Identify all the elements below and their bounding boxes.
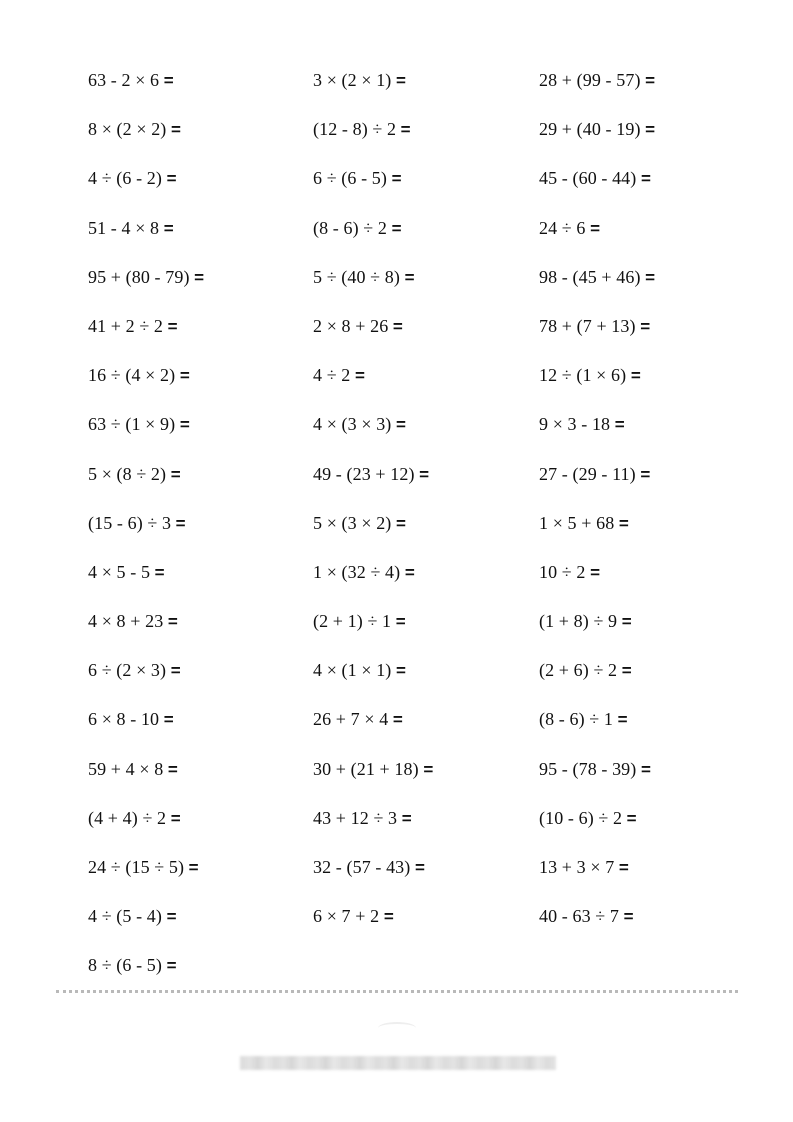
problem-expression: 8 ÷ (6 - 5) xyxy=(88,955,162,976)
equals-sign: = xyxy=(396,661,407,681)
equals-sign: = xyxy=(170,464,181,484)
equals-sign: = xyxy=(179,366,190,386)
math-problem xyxy=(313,410,533,459)
problem-expression: 45 - (60 - 44) xyxy=(539,168,637,189)
math-problem xyxy=(313,607,533,656)
math-problem xyxy=(539,214,759,263)
problem-expression: 4 × 5 - 5 xyxy=(88,561,151,582)
math-problem xyxy=(313,558,533,607)
problem-expression: 4 × (3 × 3) xyxy=(313,414,392,435)
math-problem xyxy=(539,361,759,410)
math-problem xyxy=(539,312,759,361)
problem-column-3 xyxy=(539,66,759,951)
equals-sign: = xyxy=(404,562,415,582)
equals-sign: = xyxy=(404,267,415,287)
equals-sign: = xyxy=(163,218,174,238)
problem-expression: (4 + 4) ÷ 2 xyxy=(88,807,167,828)
equals-sign: = xyxy=(621,612,632,632)
problem-expression: 40 - 63 ÷ 7 xyxy=(539,906,619,927)
problem-expression: 32 - (57 - 43) xyxy=(313,857,411,877)
problem-expression: 30 + (21 + 18) xyxy=(313,758,419,779)
equals-sign: = xyxy=(167,759,178,779)
math-problem xyxy=(88,66,308,115)
problem-expression: (2 + 1) ÷ 1 xyxy=(313,611,392,632)
blurred-footer-text xyxy=(240,1056,556,1070)
math-problem xyxy=(88,755,308,804)
math-problem xyxy=(313,361,533,410)
footer-logo-mark xyxy=(378,1022,416,1034)
equals-sign: = xyxy=(175,513,186,533)
problem-expression: 41 + 2 ÷ 2 xyxy=(88,315,164,336)
equals-sign: = xyxy=(623,907,634,927)
math-problem xyxy=(539,705,759,754)
problem-expression: 27 - (29 - 11) xyxy=(539,463,636,484)
math-problem xyxy=(88,607,308,656)
problem-column-2 xyxy=(313,66,533,951)
problem-expression: 4 ÷ (5 - 4) xyxy=(88,906,162,927)
problem-expression: 51 - 4 × 8 xyxy=(88,217,160,238)
math-problem xyxy=(88,558,308,607)
math-problem xyxy=(88,263,308,312)
problem-expression: 8 × (2 × 2) xyxy=(88,119,167,140)
math-problem xyxy=(313,853,533,902)
equals-sign: = xyxy=(396,415,407,435)
problem-expression: (8 - 6) ÷ 2 xyxy=(313,217,387,238)
equals-sign: = xyxy=(400,120,411,140)
equals-sign: = xyxy=(617,710,628,730)
problem-expression: (2 + 6) ÷ 2 xyxy=(539,660,618,681)
math-problem xyxy=(539,410,759,459)
equals-sign: = xyxy=(166,956,177,976)
problem-expression: (8 - 6) ÷ 1 xyxy=(539,709,613,730)
equals-sign: = xyxy=(391,169,402,189)
equals-sign: = xyxy=(640,316,651,336)
math-problem xyxy=(88,509,308,558)
math-problem xyxy=(313,509,533,558)
equals-sign: = xyxy=(355,366,366,386)
equals-sign: = xyxy=(423,759,434,779)
math-problem xyxy=(539,460,759,509)
equals-sign: = xyxy=(618,513,629,533)
math-problem xyxy=(313,66,533,115)
math-problem xyxy=(313,115,533,164)
math-problem xyxy=(88,460,308,509)
math-problem xyxy=(313,164,533,213)
math-problem xyxy=(88,361,308,410)
equals-sign: = xyxy=(415,858,426,877)
equals-sign: = xyxy=(645,267,656,287)
problem-expression: 63 - 2 × 6 xyxy=(88,70,160,90)
math-problem xyxy=(88,951,308,1000)
math-problem xyxy=(313,460,533,509)
problem-expression: 2 × 8 + 26 xyxy=(313,315,389,336)
problem-expression: 78 + (7 + 13) xyxy=(539,315,636,336)
equals-sign: = xyxy=(194,267,205,287)
equals-sign: = xyxy=(630,366,641,386)
math-problem xyxy=(539,66,759,115)
problem-expression: 5 × (3 × 2) xyxy=(313,512,392,533)
dotted-divider xyxy=(56,990,738,993)
math-problem xyxy=(88,705,308,754)
problem-expression: 26 + 7 × 4 xyxy=(313,709,389,730)
equals-sign: = xyxy=(163,710,174,730)
problem-expression: 24 ÷ (15 ÷ 5) xyxy=(88,857,185,877)
problem-expression: 1 × (32 ÷ 4) xyxy=(313,561,401,582)
problem-expression: 4 ÷ (6 - 2) xyxy=(88,168,162,189)
equals-sign: = xyxy=(396,71,407,90)
math-problem xyxy=(313,656,533,705)
problem-expression: 16 ÷ (4 × 2) xyxy=(88,365,176,386)
problem-expression: 49 - (23 + 12) xyxy=(313,463,415,484)
problem-expression: 10 ÷ 2 xyxy=(539,561,586,582)
equals-sign: = xyxy=(645,71,656,90)
problem-expression: 5 ÷ (40 ÷ 8) xyxy=(313,266,400,287)
equals-sign: = xyxy=(170,661,181,681)
equals-sign: = xyxy=(590,562,601,582)
math-problem xyxy=(88,115,308,164)
math-problem xyxy=(539,509,759,558)
problem-expression: 95 - (78 - 39) xyxy=(539,758,637,779)
math-problem xyxy=(313,312,533,361)
problem-expression: 95 + (80 - 79) xyxy=(88,266,190,287)
problem-column-1 xyxy=(88,66,308,1001)
equals-sign: = xyxy=(167,316,178,336)
math-problem xyxy=(539,755,759,804)
math-problem xyxy=(88,410,308,459)
equals-sign: = xyxy=(166,907,177,927)
math-problem xyxy=(88,656,308,705)
problem-expression: 5 × (8 ÷ 2) xyxy=(88,463,167,484)
problem-expression: 6 ÷ (2 × 3) xyxy=(88,660,167,681)
math-problem xyxy=(88,902,308,951)
problem-expression: 4 × 8 + 23 xyxy=(88,611,164,632)
math-problem xyxy=(313,263,533,312)
problem-expression: (12 - 8) ÷ 2 xyxy=(313,119,397,140)
math-problem xyxy=(539,902,759,951)
math-problem xyxy=(539,853,759,902)
equals-sign: = xyxy=(179,415,190,435)
math-problem xyxy=(313,214,533,263)
math-problem xyxy=(539,804,759,853)
problem-expression: 6 ÷ (6 - 5) xyxy=(313,168,387,189)
equals-sign: = xyxy=(401,808,412,828)
equals-sign: = xyxy=(626,808,637,828)
problem-expression: 98 - (45 + 46) xyxy=(539,266,641,287)
equals-sign: = xyxy=(188,858,199,877)
math-problem xyxy=(88,214,308,263)
equals-sign: = xyxy=(640,464,651,484)
problem-expression: 1 × 5 + 68 xyxy=(539,512,615,533)
problem-expression: 24 ÷ 6 xyxy=(539,217,586,238)
problem-expression: 28 + (99 - 57) xyxy=(539,70,641,90)
problem-expression: 4 ÷ 2 xyxy=(313,365,351,386)
equals-sign: = xyxy=(621,661,632,681)
math-problem xyxy=(313,804,533,853)
problem-expression: 43 + 12 ÷ 3 xyxy=(313,807,398,828)
math-problem xyxy=(88,853,308,902)
equals-sign: = xyxy=(154,562,165,582)
math-problem xyxy=(539,263,759,312)
equals-sign: = xyxy=(395,612,406,632)
equals-sign: = xyxy=(590,218,601,238)
equals-sign: = xyxy=(641,169,652,189)
math-problem xyxy=(539,115,759,164)
equals-sign: = xyxy=(392,710,403,730)
equals-sign: = xyxy=(166,169,177,189)
problem-expression: 6 × 7 + 2 xyxy=(313,906,380,927)
problem-expression: 4 × (1 × 1) xyxy=(313,660,392,681)
problem-expression: 3 × (2 × 1) xyxy=(313,70,392,90)
equals-sign: = xyxy=(167,612,178,632)
equals-sign: = xyxy=(383,907,394,927)
equals-sign: = xyxy=(396,513,407,533)
problem-expression: 59 + 4 × 8 xyxy=(88,758,164,779)
math-problem xyxy=(313,705,533,754)
equals-sign: = xyxy=(163,71,174,90)
equals-sign: = xyxy=(419,464,430,484)
equals-sign: = xyxy=(641,759,652,779)
math-problem xyxy=(313,755,533,804)
problem-expression: (15 - 6) ÷ 3 xyxy=(88,512,172,533)
math-problem xyxy=(88,804,308,853)
math-problem xyxy=(88,164,308,213)
equals-sign: = xyxy=(170,808,181,828)
problem-expression: 12 ÷ (1 × 6) xyxy=(539,365,627,386)
equals-sign: = xyxy=(171,120,182,140)
equals-sign: = xyxy=(645,120,656,140)
problem-expression: 9 × 3 - 18 xyxy=(539,414,611,435)
math-problem xyxy=(539,656,759,705)
equals-sign: = xyxy=(391,218,402,238)
equals-sign: = xyxy=(392,316,403,336)
problem-expression: (1 + 8) ÷ 9 xyxy=(539,611,618,632)
problem-expression: 6 × 8 - 10 xyxy=(88,709,160,730)
math-problem xyxy=(539,607,759,656)
math-problem xyxy=(88,312,308,361)
math-problem xyxy=(539,164,759,213)
math-problem xyxy=(539,558,759,607)
problem-expression: 63 ÷ (1 × 9) xyxy=(88,414,176,435)
problem-expression: (10 - 6) ÷ 2 xyxy=(539,807,623,828)
equals-sign: = xyxy=(618,858,629,877)
math-problem xyxy=(313,902,533,951)
problem-expression: 13 + 3 × 7 xyxy=(539,857,615,877)
equals-sign: = xyxy=(614,415,625,435)
problem-expression: 29 + (40 - 19) xyxy=(539,119,641,140)
